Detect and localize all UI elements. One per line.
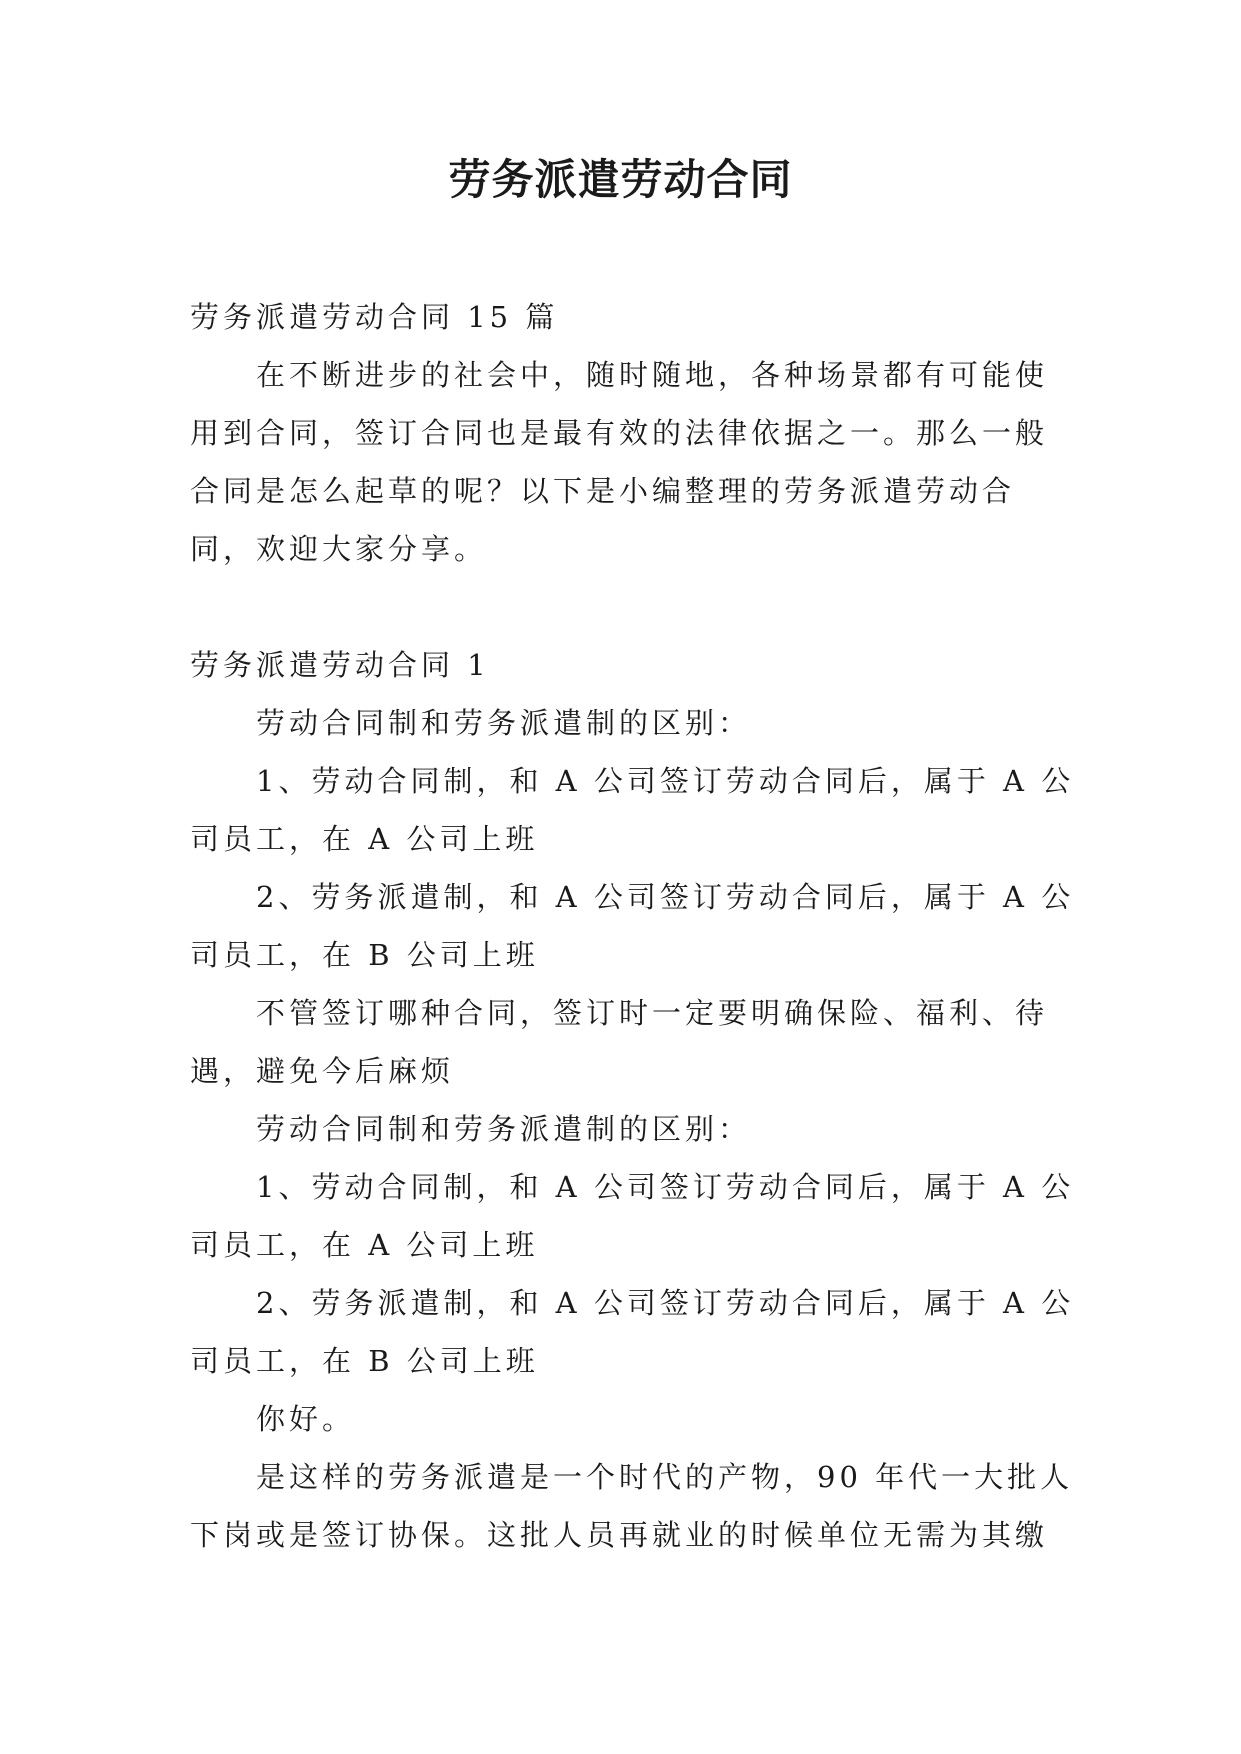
body-line: 不管签订哪种合同，签订时一定要明确保险、福利、待 — [256, 996, 1049, 1030]
body-line: 司员工，在 A 公司上班 — [190, 1228, 539, 1262]
body-line: 司员工，在 B 公司上班 — [190, 1344, 539, 1378]
body-line: 劳动合同制和劳务派遣制的区别： — [256, 706, 752, 740]
paragraph-gap — [190, 578, 1046, 636]
body-line: 你好。 — [256, 1402, 356, 1436]
intro-line: 合同是怎么起草的呢？以下是小编整理的劳务派遣劳动合 — [190, 474, 1016, 508]
body-line: 司员工，在 A 公司上班 — [190, 822, 539, 856]
document-body — [190, 288, 1075, 1564]
intro-line: 用到合同，签订合同也是最有效的法律依据之一。那么一般 — [190, 416, 1049, 450]
section-heading: 劳务派遣劳动合同 1 — [190, 648, 490, 682]
body-line: 2、劳务派遣制，和 A 公司签订劳动合同后，属于 A 公 — [256, 880, 1075, 914]
subtitle-line: 劳务派遣劳动合同 15 篇 — [190, 300, 559, 334]
body-line: 是这样的劳务派遣是一个时代的产物，90 年代一大批人 — [256, 1460, 1074, 1494]
intro-line: 同，欢迎大家分享。 — [190, 532, 488, 566]
body-line: 2、劳务派遣制，和 A 公司签订劳动合同后，属于 A 公 — [256, 1286, 1075, 1320]
body-line: 司员工，在 B 公司上班 — [190, 938, 539, 972]
document-title: 劳务派遣劳动合同 — [448, 155, 793, 204]
body-line: 1、劳动合同制，和 A 公司签订劳动合同后，属于 A 公 — [256, 764, 1075, 798]
body-line: 1、劳动合同制，和 A 公司签订劳动合同后，属于 A 公 — [256, 1170, 1075, 1204]
intro-line: 在不断进步的社会中，随时随地，各种场景都有可能使 — [256, 358, 1049, 392]
body-line: 下岗或是签订协保。这批人员再就业的时候单位无需为其缴 — [190, 1518, 1049, 1552]
body-line: 劳动合同制和劳务派遣制的区别： — [256, 1112, 752, 1146]
body-line: 遇，避免今后麻烦 — [190, 1054, 455, 1088]
